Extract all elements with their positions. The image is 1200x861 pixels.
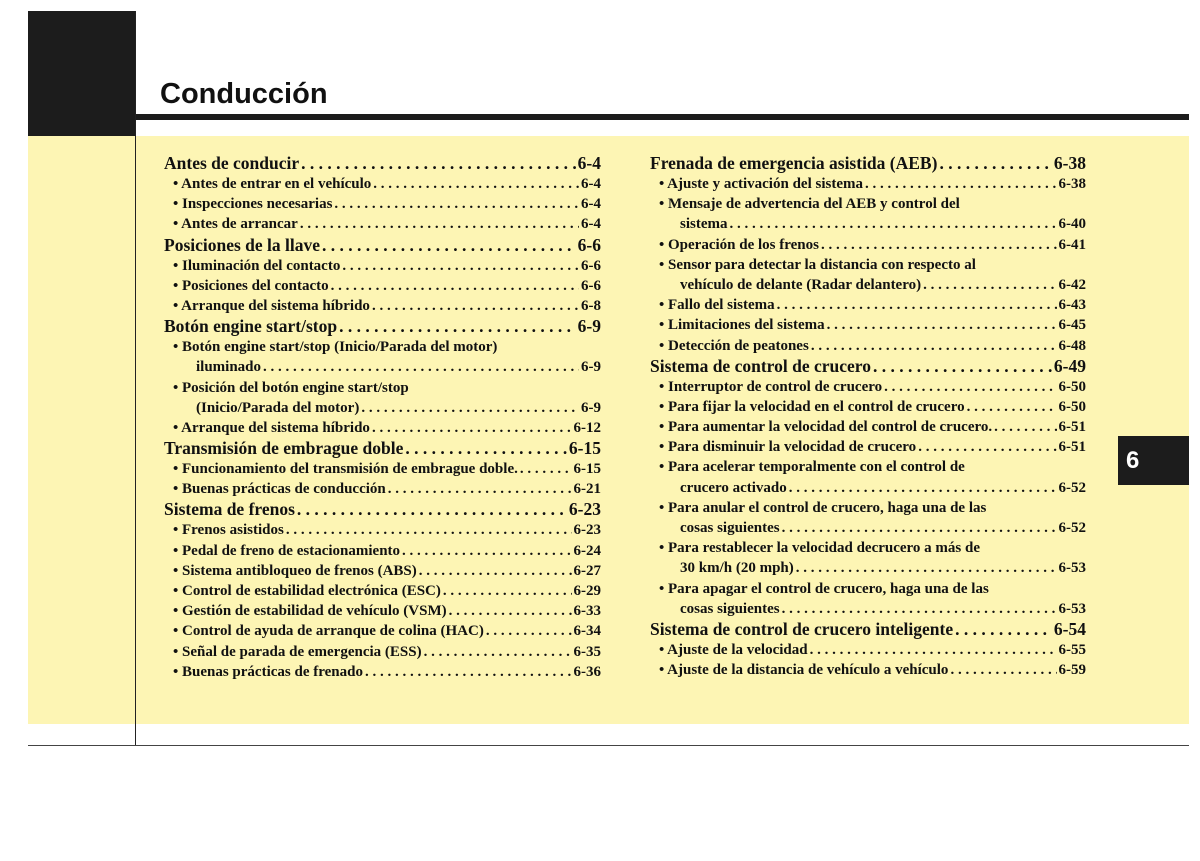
dot-leader (342, 256, 579, 276)
toc-entry-label: • Operación de los frenos (659, 236, 819, 253)
toc-entry-label: Botón engine start/stop (164, 316, 338, 337)
toc-entry-label: • Buenas prácticas de conducción (173, 481, 386, 498)
toc-section-entry[interactable] (164, 438, 601, 459)
toc-subentry[interactable] (650, 498, 1086, 518)
toc-subentry[interactable] (650, 235, 1086, 255)
toc-entry-label: • Pedal de freno de estacionamiento (173, 542, 401, 559)
toc-entry-label: • Fallo del sistema (659, 297, 775, 314)
toc-subentry[interactable] (164, 174, 601, 194)
dot-leader (520, 459, 572, 479)
toc-subentry[interactable] (164, 479, 601, 499)
toc-subentry[interactable] (650, 579, 1086, 599)
dot-leader (730, 214, 1057, 234)
dot-leader (821, 235, 1057, 255)
toc-entry-label: crucero activado (680, 479, 787, 496)
toc-page-number: 6-23 (573, 522, 601, 539)
dot-leader (873, 356, 1052, 377)
dot-leader (449, 601, 572, 621)
toc-subentry[interactable] (164, 214, 601, 234)
dot-leader (286, 520, 572, 540)
toc-entry-label: Antes de conducir (164, 153, 300, 173)
toc-entry-label: • Botón engine start/stop (Inicio/Parada del motor) (173, 339, 498, 356)
toc-subentry[interactable] (650, 660, 1086, 680)
toc-entry-label: Posiciones de la llave (164, 234, 321, 255)
dot-leader (918, 437, 1056, 457)
toc-page-number: 6-50 (1058, 378, 1086, 395)
toc-page-number: 6-4 (581, 176, 601, 192)
toc-entry-label: • Funcionamiento del transmisión de embrague doble. (173, 461, 518, 478)
toc-entry-label: Frenada de emergencia asistida (AEB) (650, 153, 938, 173)
toc-subentry[interactable] (164, 418, 601, 438)
toc-subentry[interactable] (650, 478, 1086, 498)
toc-subentry[interactable] (650, 275, 1086, 295)
dot-leader (827, 315, 1057, 335)
toc-subentry[interactable] (650, 417, 1086, 437)
toc-page-number: 6-38 (1058, 176, 1086, 192)
dot-leader (967, 397, 1057, 417)
toc-subentry[interactable] (164, 337, 601, 357)
dot-leader (994, 417, 1056, 437)
toc-section-entry[interactable] (164, 499, 601, 520)
toc-section-entry[interactable] (164, 153, 601, 174)
dot-leader (884, 377, 1056, 397)
toc-page-number: 6-9 (577, 316, 601, 337)
dot-leader (373, 174, 579, 194)
toc-subentry[interactable] (650, 599, 1086, 619)
toc-entry-label: • Inspecciones necesarias (173, 196, 333, 213)
toc-entry-label: • Buenas prácticas de frenado (173, 663, 363, 680)
toc-entry-label: • Posición del botón engine start/stop (173, 379, 409, 396)
dot-leader (777, 295, 1057, 315)
dot-leader (419, 561, 572, 581)
toc-subentry[interactable] (650, 174, 1086, 194)
dot-leader (923, 275, 1056, 295)
toc-entry-label: • Para anular el control de crucero, haga una de las (659, 499, 987, 516)
toc-section-entry[interactable] (650, 356, 1086, 377)
toc-page-number: 6-6 (577, 234, 601, 255)
toc-page-number: 6-51 (1058, 419, 1086, 436)
toc-page-number: 6-49 (1053, 355, 1086, 376)
toc-entry-label: • Frenos asistidos (173, 522, 284, 539)
dot-leader (263, 357, 579, 377)
toc-entry-label: • Para aumentar la velocidad del control de crucero. (659, 419, 993, 436)
toc-entry-label: Sistema de control de crucero (650, 355, 871, 376)
toc-subentry[interactable] (650, 214, 1086, 234)
toc-entry-label: • Para disminuir la velocidad de crucero (659, 439, 917, 456)
toc-subentry[interactable] (164, 357, 601, 377)
dot-leader (334, 194, 579, 214)
toc-subentry[interactable] (650, 295, 1086, 315)
toc-page-number: 6-50 (1058, 398, 1086, 415)
toc-entry-label: • Para restablecer la velocidad decrucero a más de (659, 540, 981, 557)
dot-leader (361, 398, 579, 418)
toc-entry-label: iluminado (196, 359, 262, 376)
toc-page-number: 6-35 (573, 643, 601, 660)
title-rule (136, 114, 1189, 120)
dot-leader (405, 438, 567, 459)
toc-subentry[interactable] (650, 518, 1086, 538)
toc-subentry[interactable] (650, 336, 1086, 356)
toc-entry-label: • Ajuste y activación del sistema (659, 176, 863, 192)
toc-entry-label: • Sensor para detectar la distancia con respecto al (659, 256, 976, 273)
toc-subentry[interactable] (164, 194, 601, 214)
toc-page-number: 6-23 (568, 499, 601, 520)
toc-page-number: 6-54 (1053, 618, 1086, 639)
dot-leader (486, 621, 572, 641)
toc-page-number: 6-6 (581, 257, 601, 274)
toc-page-number: 6-45 (1058, 317, 1086, 334)
toc-page-number: 6-48 (1058, 337, 1086, 354)
toc-subentry[interactable] (164, 459, 601, 479)
toc-page-number: 6-21 (573, 481, 601, 498)
toc-page-number: 6-6 (581, 277, 601, 294)
dot-leader (789, 478, 1057, 498)
toc-page-number: 6-52 (1058, 479, 1086, 496)
dot-leader (782, 518, 1057, 538)
toc-page-number: 6-38 (1053, 153, 1086, 173)
toc-entry-label: sistema (680, 216, 728, 233)
toc-page-number: 6-9 (581, 399, 601, 416)
toc-subentry[interactable] (164, 601, 601, 621)
toc-page-number: 6-4 (581, 196, 601, 213)
dot-leader (424, 642, 572, 662)
toc-entry-label: cosas siguientes (680, 600, 780, 617)
dot-leader (300, 214, 579, 234)
dot-leader (297, 499, 567, 520)
dot-leader (301, 153, 576, 174)
toc-entry-label: • Para fijar la velocidad en el control de crucero (659, 398, 965, 415)
toc-subentry[interactable] (164, 541, 601, 561)
toc-subentry[interactable] (164, 296, 601, 316)
toc-page-number: 6-15 (573, 461, 601, 478)
toc-page-number: 6-8 (581, 297, 601, 314)
toc-page-number: 6-9 (581, 359, 601, 376)
dot-leader (402, 541, 571, 561)
toc-section-entry[interactable] (164, 235, 601, 256)
dot-leader (811, 336, 1057, 356)
toc-subentry[interactable] (164, 378, 601, 398)
toc-entry-label: • Para acelerar temporalmente con el control de (659, 459, 965, 476)
toc-entry-label: • Antes de arrancar (173, 216, 298, 233)
toc-subentry[interactable] (164, 520, 601, 540)
vertical-divider (135, 11, 136, 746)
dot-leader (331, 276, 579, 296)
toc-entry-label: • Iluminación del contacto (173, 257, 341, 274)
toc-entry-label: cosas siguientes (680, 520, 780, 536)
toc-page-number: 6-4 (581, 216, 601, 233)
toc-page-number: 6-52 (1058, 520, 1086, 536)
toc-entry-label: • Posiciones del contacto (173, 277, 329, 294)
dot-leader (939, 153, 1051, 174)
toc-right-column (650, 153, 1086, 680)
dot-leader (388, 479, 572, 499)
dot-leader (796, 558, 1057, 578)
toc-page-number: 6-59 (1058, 662, 1086, 679)
toc-page-number: 6-51 (1058, 439, 1086, 456)
toc-entry-label: • Antes de entrar en el vehículo (173, 176, 372, 192)
toc-entry-label: • Arranque del sistema híbrido (173, 297, 370, 314)
dot-leader (443, 581, 572, 601)
toc-page-number: 6-27 (573, 562, 601, 579)
toc-subentry[interactable] (650, 640, 1086, 660)
toc-entry-label: • Sistema antibloqueo de frenos (ABS) (173, 562, 417, 579)
toc-subentry[interactable] (650, 457, 1086, 477)
toc-subentry[interactable] (164, 276, 601, 296)
dot-leader (810, 640, 1057, 660)
toc-entry-label: • Interruptor de control de crucero (659, 378, 883, 395)
toc-page-number: 6-53 (1058, 560, 1086, 577)
toc-subentry[interactable] (164, 561, 601, 581)
toc-entry-label: • Detección de peatones (659, 337, 809, 354)
page-title: Conducción (160, 78, 328, 110)
dot-leader (782, 599, 1057, 619)
dot-leader (372, 418, 572, 438)
toc-entry-label: • Control de estabilidad electrónica (ESC) (173, 583, 441, 599)
toc-entry-label: 30 km/h (20 mph) (680, 560, 794, 577)
toc-page-number: 6-42 (1058, 276, 1086, 293)
dot-leader (372, 296, 579, 316)
toc-section-entry[interactable] (164, 316, 601, 337)
dot-leader (322, 235, 576, 256)
toc-subentry[interactable] (650, 315, 1086, 335)
header-black-block (28, 11, 136, 136)
toc-entry-label: • Arranque del sistema híbrido (173, 419, 370, 436)
toc-entry-label: • Para apagar el control de crucero, haga una de las (659, 580, 989, 597)
toc-page-number: 6-55 (1058, 641, 1086, 658)
toc-subentry[interactable] (164, 256, 601, 276)
toc-entry-label: • Ajuste de la velocidad (659, 641, 808, 658)
chapter-tab[interactable]: 6 (1118, 436, 1189, 485)
toc-section-entry[interactable] (650, 619, 1086, 640)
toc-subentry[interactable] (650, 437, 1086, 457)
toc-subentry[interactable] (650, 558, 1086, 578)
toc-page-number: 6-40 (1058, 216, 1086, 233)
toc-subentry[interactable] (650, 255, 1086, 275)
toc-entry-label: • Gestión de estabilidad de vehículo (VSM) (173, 603, 447, 620)
toc-page-number: 6-12 (573, 419, 601, 436)
toc-entry-label: vehículo de delante (Radar delantero) (680, 276, 922, 293)
toc-entry-label: (Inicio/Parada del motor) (196, 399, 360, 416)
toc-left-column (164, 153, 601, 682)
toc-subentry[interactable] (164, 621, 601, 641)
toc-entry-label: • Limitaciones del sistema (659, 317, 825, 334)
toc-page-number: 6-33 (573, 603, 601, 620)
toc-page-number: 6-4 (577, 153, 601, 173)
toc-page-number: 6-34 (573, 623, 601, 640)
dot-leader (950, 660, 1056, 680)
toc-page-number: 6-41 (1058, 236, 1086, 253)
toc-page-number: 6-43 (1058, 297, 1086, 314)
bottom-rule (28, 745, 1189, 746)
toc-subentry[interactable] (164, 581, 601, 601)
toc-entry-label: Sistema de frenos (164, 499, 295, 520)
toc-entry-label: • Control de ayuda de arranque de colina (HAC) (173, 623, 484, 640)
toc-subentry[interactable] (164, 642, 601, 662)
toc-subentry[interactable] (164, 662, 601, 682)
toc-page-number: 6-29 (573, 583, 601, 599)
toc-entry-label: Transmisión de embrague doble (164, 438, 404, 459)
toc-entry-label: Sistema de control de crucero inteligente (650, 618, 954, 639)
toc-subentry[interactable] (650, 538, 1086, 558)
toc-page-number: 6-15 (568, 438, 601, 459)
toc-subentry[interactable] (164, 398, 601, 418)
toc-entry-label: • Mensaje de advertencia del AEB y control del (659, 196, 960, 213)
toc-entry-label: • Señal de parada de emergencia (ESS) (173, 643, 422, 660)
dot-leader (955, 619, 1052, 640)
toc-subentry[interactable] (650, 194, 1086, 214)
toc-subentry[interactable] (650, 377, 1086, 397)
dot-leader (865, 174, 1057, 194)
dot-leader (339, 316, 576, 337)
toc-entry-label: • Ajuste de la distancia de vehículo a vehículo (659, 662, 949, 679)
toc-page-number: 6-53 (1058, 600, 1086, 617)
toc-section-entry[interactable] (650, 153, 1086, 174)
dot-leader (365, 662, 572, 682)
toc-subentry[interactable] (650, 397, 1086, 417)
toc-page-number: 6-36 (573, 663, 601, 680)
toc-page-number: 6-24 (573, 542, 601, 559)
